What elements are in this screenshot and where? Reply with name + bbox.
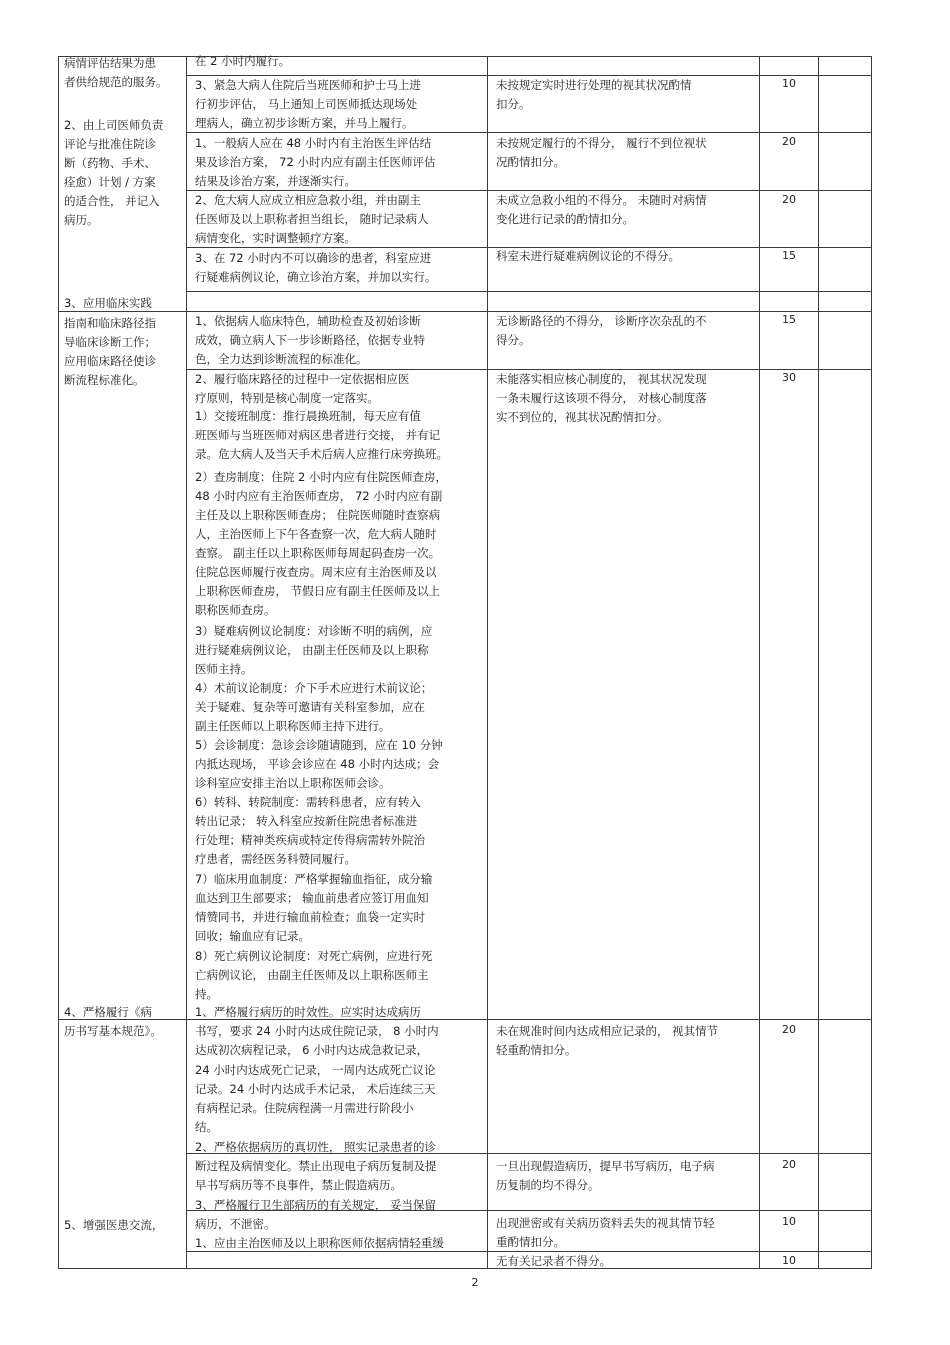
score-value: 15 <box>782 313 796 326</box>
score-value: 10 <box>782 1254 796 1267</box>
col-rule <box>871 56 872 1268</box>
requirement-text: 1、应由主治医师及以上职称医师依据病情轻重缓 <box>195 1236 444 1250</box>
requirement-text: 1、一般病人应在 48 小时内有主治医生评估结 果及诊治方案， 72 小时内应有副主任医师评估 结果及诊治方案，并逐渐实行。 <box>195 136 436 188</box>
score-value: 20 <box>782 1158 796 1171</box>
deduction-text: 科室未进行疑难病例议论的不得分。 <box>496 249 680 263</box>
deduction-text: 一旦出现假造病历，提早书写病历，电子病 历复制的均不得分。 <box>496 1159 715 1192</box>
row-rule <box>186 291 872 292</box>
requirement-text: 1）交接班制度：推行晨换班制，每天应有值 班医师与当班医师对病区患者进行交接， 并有记 录。危大病人及当天手术后病人应推行床旁换班。 <box>195 409 448 461</box>
criterion-text: 3、应用临床实践 <box>64 296 152 310</box>
requirement-text: 2、履行临床路径的过程中一定依据相应医 疗原则，特别是核心制度一定落实。 <box>195 372 410 405</box>
deduction-text: 无诊断路径的不得分， 诊断序次杂乱的不 得分。 <box>496 314 707 347</box>
row-rule <box>58 56 872 57</box>
score-value: 20 <box>782 135 796 148</box>
criterion-text: 5、增强医患交流， <box>64 1218 164 1232</box>
criterion-text: 病情评估结果为患 者供给规范的服务。 <box>64 56 168 89</box>
score-value: 15 <box>782 249 796 262</box>
col-rule <box>759 56 760 1268</box>
requirement-text: 4）术前议论制度：介下手术应进行术前议论； 关于疑难、复杂等可邀请有关科室参加，应在 副主任医师以上职称医师主持下进行。 <box>195 681 433 733</box>
requirement-text: 3）疑难病例议论制度：对诊断不明的病例，应 进行疑难病例议论， 由副主任医师及以上职称 医师主持。 <box>195 624 433 676</box>
score-value: 20 <box>782 1023 796 1036</box>
requirement-text: 3、严格履行卫生部病历的有关规定， 妥当保留 病历，不泄密。 <box>195 1198 436 1231</box>
requirement-text: 2、严格依据病历的真切性， 照实记录患者的诊 断过程及病情变化。禁止出现电子病历复制及提 早书写病历等不良事件，禁止假造病历。 <box>195 1140 437 1192</box>
row-rule <box>58 1268 872 1269</box>
requirement-text: 24 小时内达成死亡记录， 一周内达成死亡议论 记录。24 小时内达成手术记录， 术后连续三天 有病程记录。住院病程满一月需进行阶段小 结。 <box>195 1063 436 1134</box>
col-rule <box>58 56 59 1268</box>
criterion-text: 2、由上司医师负责 评论与批准住院诊 断（药物、手术、 痊愈）计划 / 方案 的适合性， 并记入 病历。 <box>64 118 164 227</box>
deduction-text: 无有关记录者不得分。 <box>496 1254 611 1268</box>
row-rule <box>58 311 872 312</box>
requirement-text: 1、依据病人临床特色，辅助检查及初始诊断 成效，确立病人下一步诊断路径，依据专业特 色，全力达到诊断流程的标准化。 <box>195 314 425 366</box>
requirement-text: 6）转科、转院制度：需转科患者，应有转入 转出记录； 转入科室应按新住院患者标准进 行处理；精神类疾病或特定传得病需转外院治 疗患者，需经医务科赞同履行。 <box>195 795 425 866</box>
score-value: 10 <box>782 1215 796 1228</box>
criterion-text: 4、严格履行《病 <box>64 1005 152 1019</box>
col-rule <box>818 56 819 1268</box>
criterion-text: 历书写基本规范》。 <box>64 1024 162 1038</box>
requirement-text: 5）会诊制度：急诊会诊随请随到，应在 10 分钟 内抵达现场， 平诊会诊应在 48 小时内达成；会 诊科室应安排主治以上职称医师会诊。 <box>195 738 443 790</box>
score-value: 10 <box>782 77 796 90</box>
requirement-text: 在 2 小时内履行。 <box>195 54 291 68</box>
deduction-text: 未在规准时间内达成相应记录的， 视其情节 轻重酌情扣分。 <box>496 1024 719 1057</box>
criterion-text: 指南和临床路径指 导临床诊断工作； 应用临床路径使诊 断流程标准化。 <box>64 316 156 387</box>
deduction-text: 出现泄密或有关病历资料丢失的视其情节轻 重酌情扣分。 <box>496 1216 715 1249</box>
requirement-text: 书写，要求 24 小时内达成住院记录， 8 小时内 达成初次病程记录， 6 小时内达成急救记录， <box>195 1024 439 1057</box>
requirement-text: 7）临床用血制度：严格掌握输血指征，成分输 血达到卫生部要求； 输血前患者应签订用血知 情赞同书，并进行输血前检查；血袋一定实时 回收；输血应有记录。 <box>195 872 433 943</box>
requirement-text: 3、在 72 小时内不可以确诊的患者，科室应进 行疑难病例议论，确立诊治方案，并加以实行。 <box>195 251 437 284</box>
row-rule <box>58 1019 872 1020</box>
deduction-text: 未能落实相应核心制度的， 视其状况发现 一条未履行这该项不得分， 对核心制度落 实不到位的，视其状况酌情扣分。 <box>496 372 707 424</box>
deduction-text: 未成立急救小组的不得分。 未随时对病情 变化进行记录的酌情扣分。 <box>496 193 707 226</box>
col-rule <box>487 56 488 1268</box>
requirement-text: 1、严格履行病历的时效性。应实时达成病历 <box>195 1005 421 1019</box>
requirement-text: 2）查房制度：住院 2 小时内应有住院医师查房， 48 小时内应有主治医师查房， 72 小时内应有副 主任及以上职称医师查房； 住院医师随时查察病 人，主治医师上下午各查察一次，危大病人随时 查察。 副主任以上职称医师每周起码查房一次。 住院总医师履行夜查房。周末应有主治医师及以 上职称医师查房， 节假日应有副主任医师及以上 职称医师查房。 <box>195 470 447 617</box>
requirement-text: 3、紧急大病人住院后当班医师和护士马上进 行初步评估， 马上通知上司医师抵达现场处 理病人，确立初步诊断方案，并马上履行。 <box>195 78 421 130</box>
score-value: 30 <box>782 371 796 384</box>
requirement-text: 8）死亡病例议论制度：对死亡病例，应进行死 亡病例议论， 由副主任医师及以上职称医师主 持。 <box>195 949 433 1001</box>
col-rule <box>186 56 187 1268</box>
deduction-text: 未按规定实时进行处理的视其状况酌情 扣分。 <box>496 78 692 111</box>
score-value: 20 <box>782 193 796 206</box>
requirement-text: 2、危大病人应成立相应急救小组，并由副主 任医师及以上职称者担当组长， 随时记录病人 病情变化，实时调整顿疗方案。 <box>195 193 429 245</box>
page-number: 2 <box>471 1276 479 1289</box>
deduction-text: 未按规定履行的不得分， 履行不到位视状 况酌情扣分。 <box>496 136 707 169</box>
